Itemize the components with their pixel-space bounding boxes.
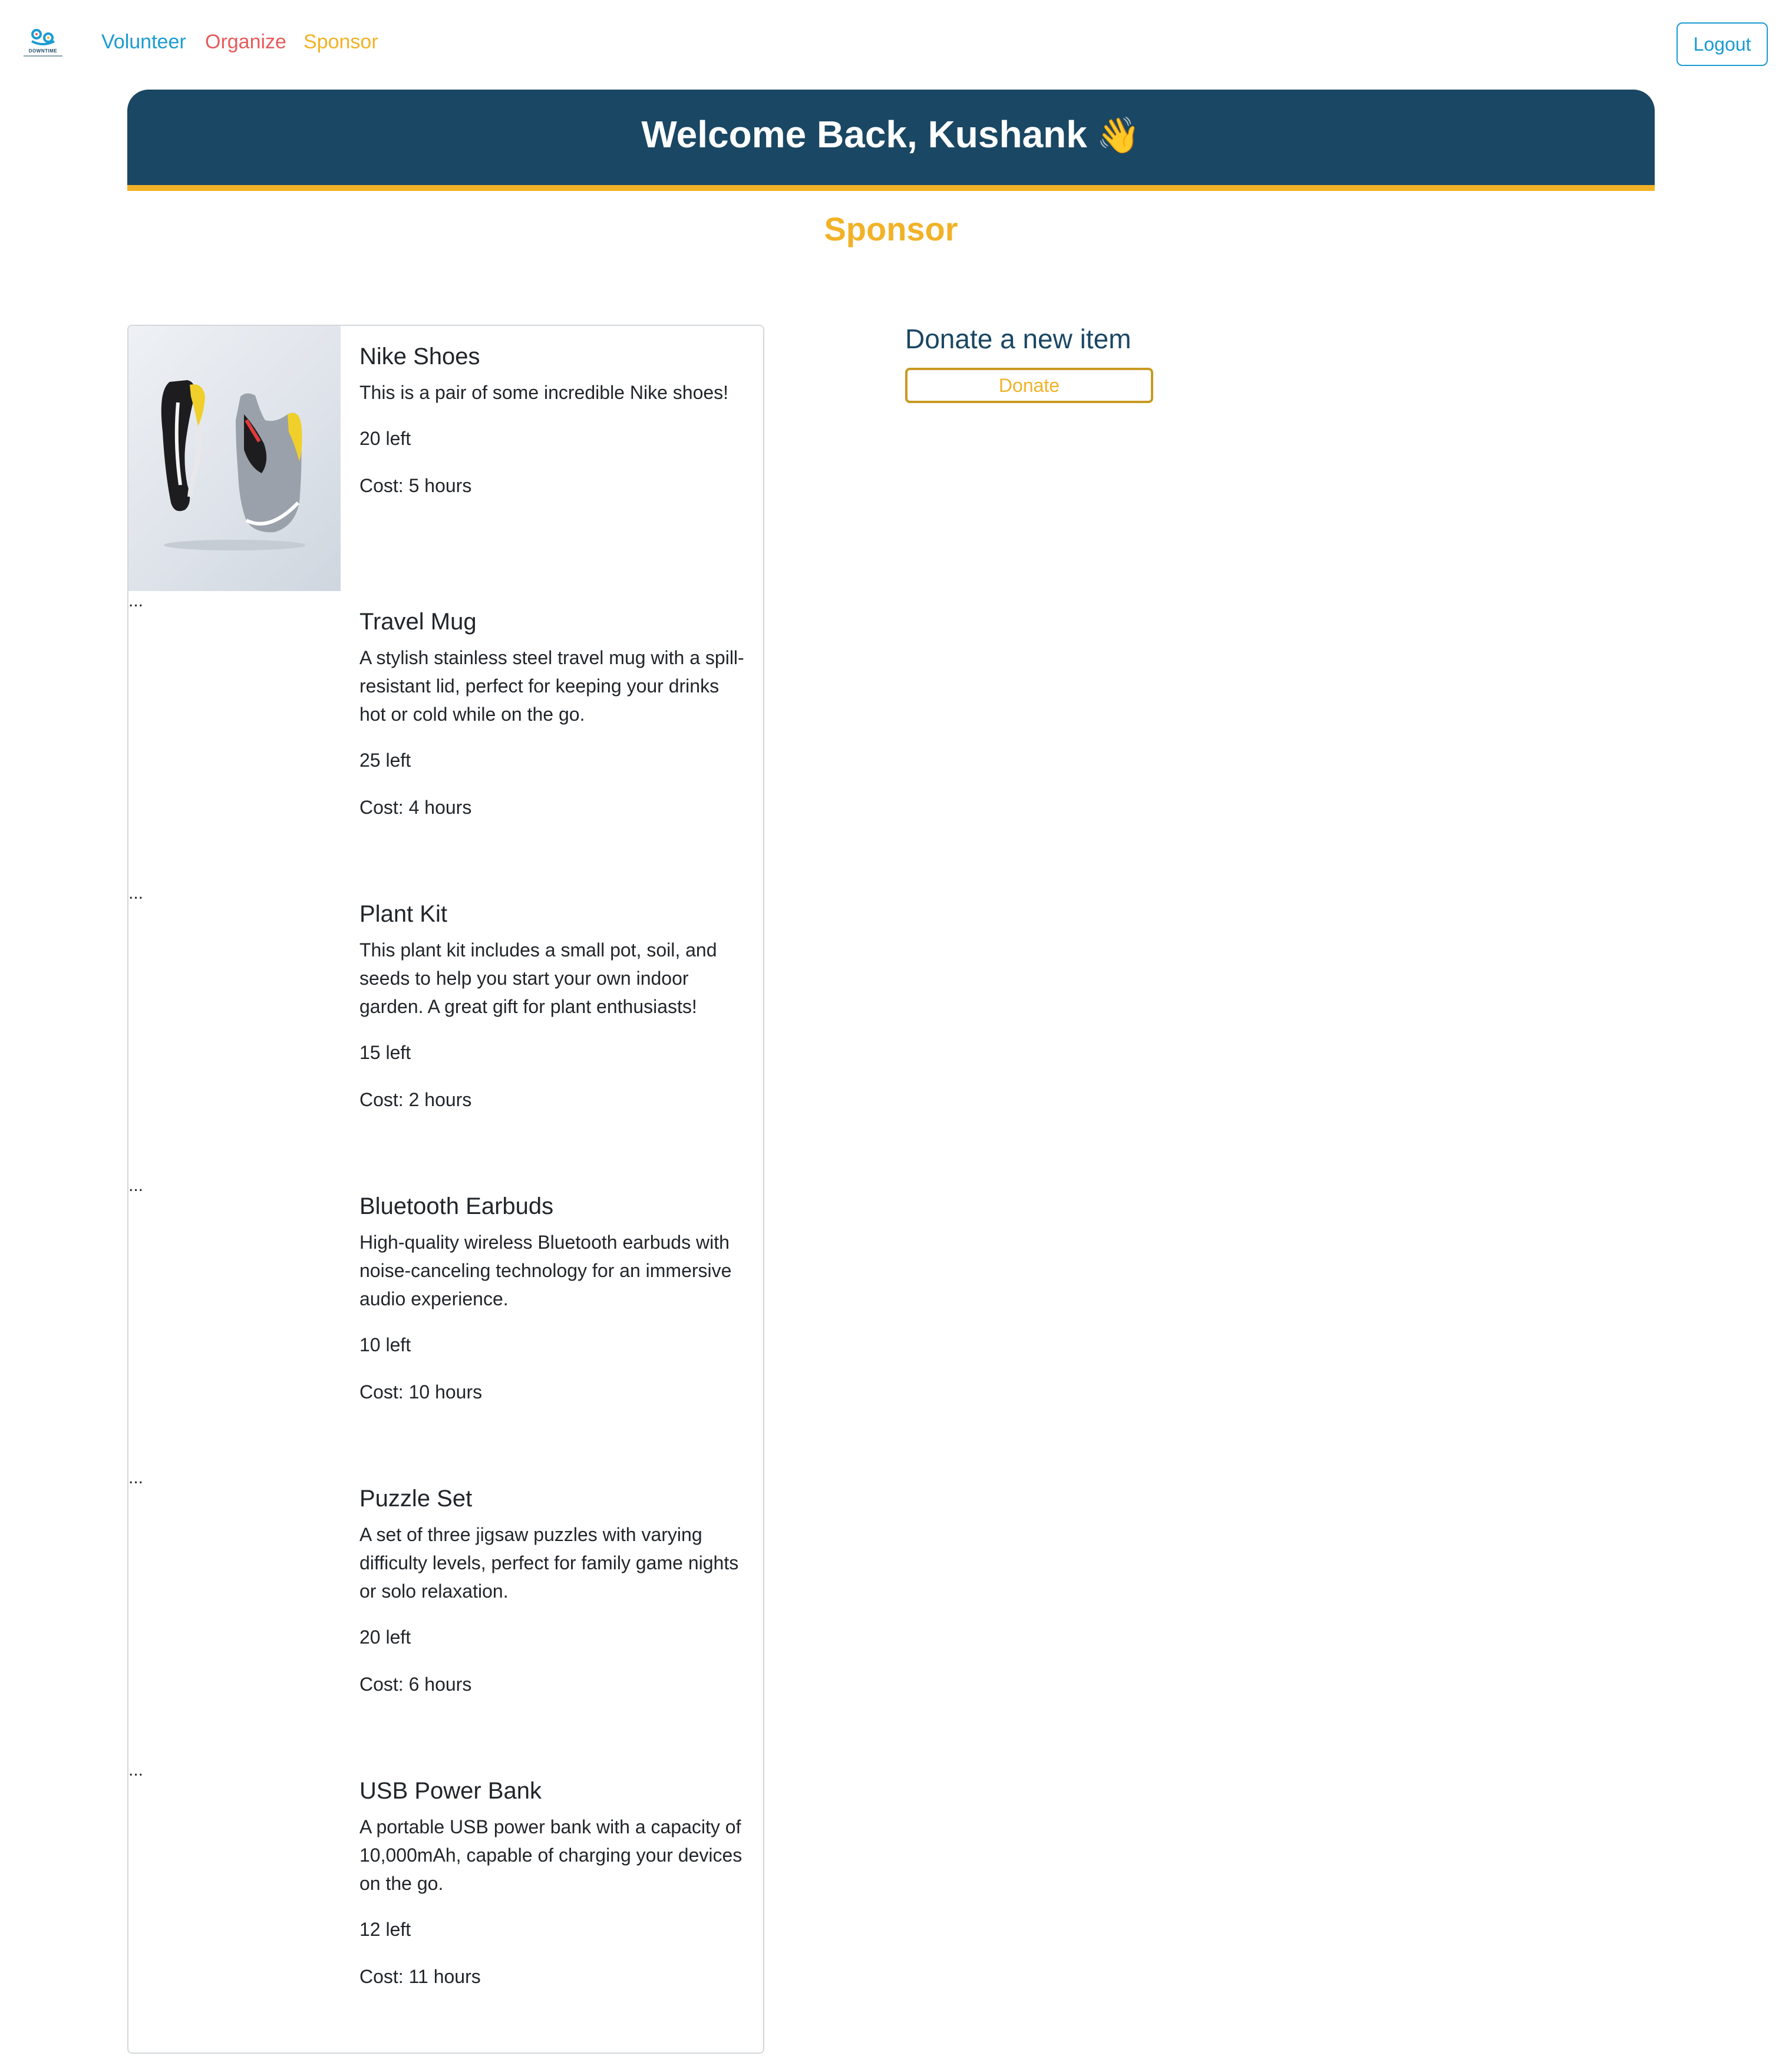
- item-body: [359, 1486, 745, 1698]
- donate-heading: Donate a new item: [905, 324, 1131, 354]
- waving-hand-icon: 👋: [1096, 116, 1141, 155]
- item-stock: 15 left: [359, 1042, 411, 1063]
- nav-link-sponsor[interactable]: Sponsor: [303, 31, 378, 53]
- item-body: [359, 344, 745, 500]
- donate-button[interactable]: Donate: [905, 368, 1153, 403]
- nav-link-organize[interactable]: Organize: [205, 31, 286, 53]
- item-description: A set of three jigsaw puzzles with varying difficulty levels, perfect for family game nights or solo relaxation.: [359, 1524, 739, 1602]
- logo[interactable]: [21, 26, 65, 62]
- logo-tagline: [24, 55, 62, 57]
- item-name: Puzzle Set: [359, 1486, 473, 1512]
- item-name: Travel Mug: [359, 609, 477, 635]
- item-name: Plant Kit: [359, 901, 447, 927]
- item-stock: 12 left: [359, 1919, 411, 1940]
- item-name: Nike Shoes: [359, 344, 480, 369]
- page-title: Sponsor: [824, 210, 958, 248]
- item-name: Bluetooth Earbuds: [359, 1193, 554, 1219]
- item-description: This is a pair of some incredible Nike shoes!: [359, 382, 729, 403]
- item-stock: 10 left: [359, 1334, 411, 1355]
- welcome-title: [641, 113, 1140, 156]
- item-description: High-quality wireless Bluetooth earbuds with noise-canceling technology for an immersive audio experience.: [359, 1232, 732, 1309]
- item-body: [359, 1778, 745, 1991]
- broken-image-placeholder: ...: [128, 591, 144, 611]
- shoe-icon: [128, 326, 341, 591]
- item-body: [359, 609, 745, 821]
- item-stock: 20 left: [359, 428, 411, 449]
- item-stock: 25 left: [359, 750, 411, 771]
- item-cost: Cost: 4 hours: [359, 797, 472, 818]
- item-cost: Cost: 11 hours: [359, 1966, 481, 1987]
- logout-button[interactable]: Logout: [1677, 22, 1768, 66]
- item-cost: Cost: 6 hours: [359, 1674, 472, 1695]
- nav-link-volunteer[interactable]: Volunteer: [101, 31, 186, 53]
- item-body: [359, 1193, 745, 1406]
- welcome-text: Welcome Back, Kushank: [641, 113, 1087, 156]
- broken-image-placeholder: ...: [128, 883, 144, 903]
- item-body: [359, 901, 745, 1114]
- welcome-banner: [127, 90, 1655, 191]
- broken-image-placeholder: ...: [128, 1176, 144, 1195]
- item-cost: Cost: 5 hours: [359, 475, 472, 496]
- logo-icon: [21, 26, 65, 47]
- item-description: A portable USB power bank with a capacity of 10,000mAh, capable of charging your devices on the go.: [359, 1816, 742, 1894]
- item-name: USB Power Bank: [359, 1778, 542, 1804]
- item-description: This plant kit includes a small pot, soil, and seeds to help you start your own indoor garden. A great gift for plant enthusiasts!: [359, 939, 717, 1017]
- item-cost: Cost: 10 hours: [359, 1381, 483, 1403]
- item-description: A stylish stainless steel travel mug with a spill-resistant lid, perfect for keeping your drinks hot or cold while on the go.: [359, 647, 744, 725]
- broken-image-placeholder: ...: [128, 1468, 144, 1487]
- item-cost: Cost: 2 hours: [359, 1089, 472, 1110]
- navbar: [0, 0, 1782, 88]
- item-stock: 20 left: [359, 1626, 411, 1648]
- logo-text: DOWNTIME: [28, 48, 58, 54]
- items-card: [127, 325, 764, 2054]
- nike-shoes-image: [128, 326, 341, 591]
- broken-image-placeholder: ...: [128, 1760, 144, 1780]
